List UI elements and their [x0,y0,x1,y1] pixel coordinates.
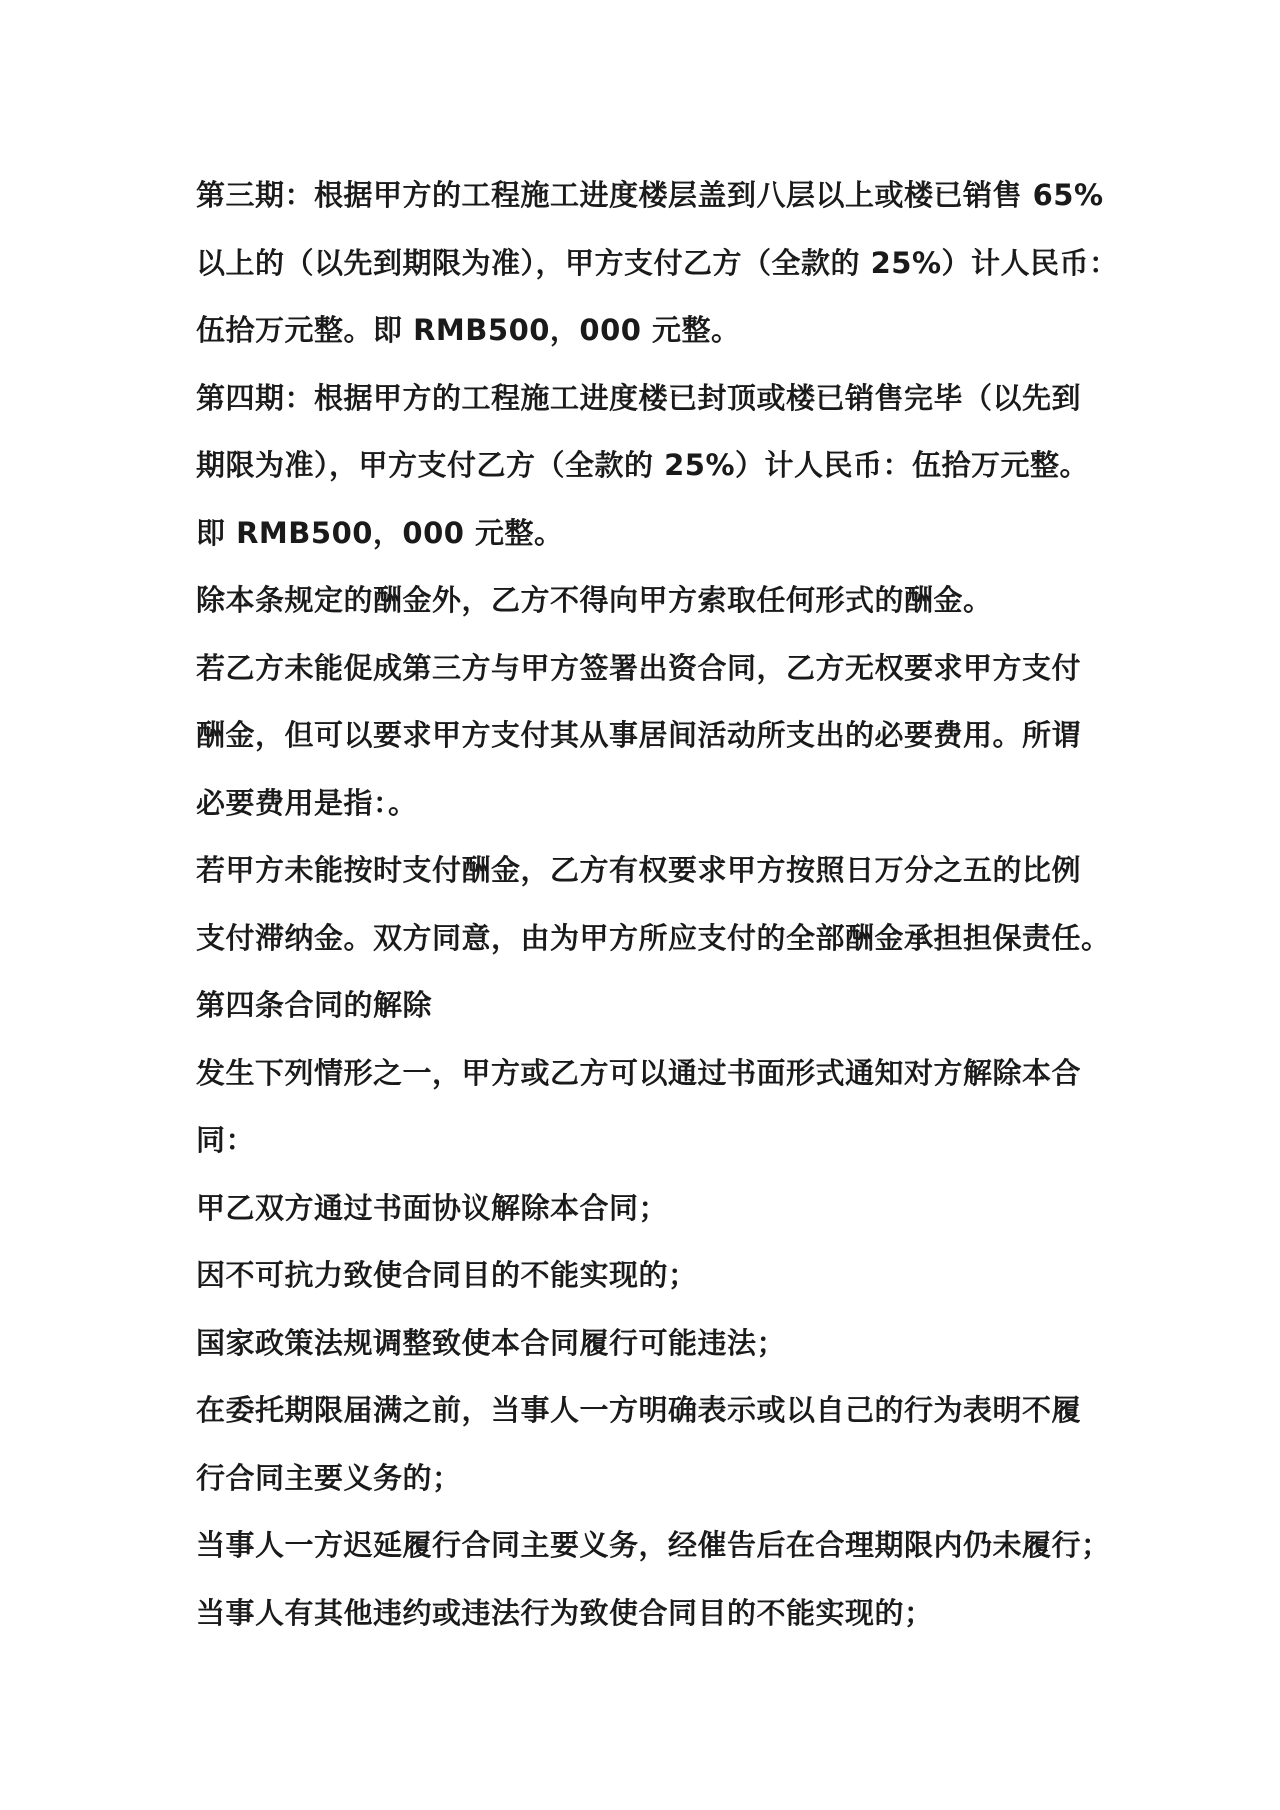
text-line: 当事人有其他违约或违法行为致使合同目的不能实现的； [196,1595,934,1630]
text-line: 第四期：根据甲方的工程施工进度楼已封顶或楼已销售完毕（以先到 [196,380,1082,415]
document-body [196,162,1136,1647]
text-line: 甲乙双方通过书面协议解除本合同； [196,1190,669,1225]
section-heading: 第四条合同的解除 [196,988,433,1022]
text-line: 国家政策法规调整致使本合同履行可能违法； [196,1325,787,1360]
text-line: 在委托期限届满之前，当事人一方明确表示或以自己的行为表明不履 [196,1393,1082,1427]
text-line: 必要费用是指：。 [196,785,418,820]
text-line: 若乙方未能促成第三方与甲方签署出资合同，乙方无权要求甲方支付 [196,650,1082,685]
text-line: 除本条规定的酬金外，乙方不得向甲方索取任何形式的酬金。 [196,583,993,617]
text-line: 发生下列情形之一，甲方或乙方可以通过书面形式通知对方解除本合 [196,1055,1082,1090]
text-line: 因不可抗力致使合同目的不能实现的； [196,1258,698,1292]
text-line: 支付滞纳金。双方同意，由为甲方所应支付的全部酬金承担担保责任。 [196,920,1111,955]
text-line: 当事人一方迟延履行合同主要义务，经催告后在合理期限内仍未履行； [196,1528,1111,1562]
text-line: 期限为准），甲方支付乙方（全款的 25%）计人民币：伍拾万元整。 [196,448,1090,482]
text-line: 伍拾万元整。即 RMB500，000 元整。 [196,313,741,347]
text-line: 以上的（以先到期限为准），甲方支付乙方（全款的 25%）计人民币： [196,245,1119,280]
text-line: 第三期：根据甲方的工程施工进度楼层盖到八层以上或楼已销售 65% [196,178,1104,212]
text-line: 若甲方未能按时支付酬金，乙方有权要求甲方按照日万分之五的比例 [196,853,1082,887]
text-line: 酬金，但可以要求甲方支付其从事居间活动所支出的必要费用。所谓 [196,718,1082,752]
text-line: 行合同主要义务的； [196,1460,462,1495]
text-line: 同： [196,1123,256,1157]
text-line: 即 RMB500，000 元整。 [196,515,564,550]
